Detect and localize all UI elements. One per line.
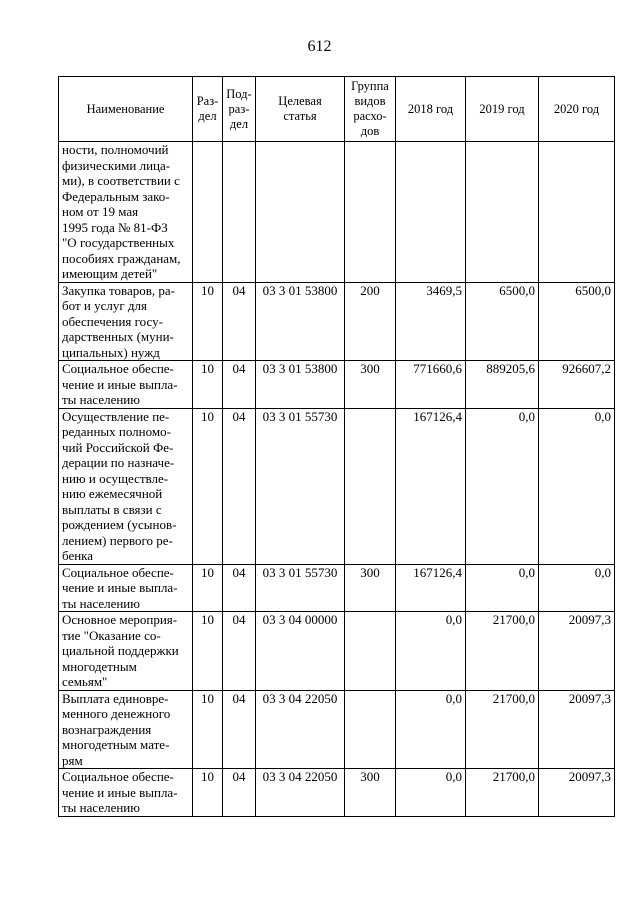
cell-name: Социальное обеспе- чение и иные выпла- ты населению bbox=[59, 361, 193, 409]
cell-2020 bbox=[539, 142, 615, 283]
cell-2019: 21700,0 bbox=[466, 690, 539, 769]
cell-target: 03 3 04 00000 bbox=[256, 612, 345, 691]
cell-razdel: 10 bbox=[193, 612, 223, 691]
cell-2018: 167126,4 bbox=[396, 408, 466, 564]
cell-group bbox=[345, 690, 396, 769]
cell-razdel: 10 bbox=[193, 564, 223, 612]
cell-name: ности, полномочий физическими лица- ми), в соответствии с Федеральным зако- ном от 19 мая 1995 года № 81-ФЗ "О государственных пособиях гражданам, имеющим детей" bbox=[59, 142, 193, 283]
cell-2020: 20097,3 bbox=[539, 690, 615, 769]
header-podrazdel: Под- раз- дел bbox=[223, 77, 256, 142]
cell-razdel: 10 bbox=[193, 769, 223, 817]
cell-podrazdel bbox=[223, 142, 256, 283]
table-body bbox=[59, 142, 615, 817]
cell-group: 300 bbox=[345, 361, 396, 409]
cell-podrazdel: 04 bbox=[223, 282, 256, 361]
cell-podrazdel: 04 bbox=[223, 612, 256, 691]
cell-podrazdel: 04 bbox=[223, 769, 256, 817]
table-row bbox=[59, 282, 615, 361]
cell-group: 300 bbox=[345, 564, 396, 612]
cell-2018: 771660,6 bbox=[396, 361, 466, 409]
cell-2019: 0,0 bbox=[466, 408, 539, 564]
header-row bbox=[59, 77, 615, 142]
cell-2020: 0,0 bbox=[539, 564, 615, 612]
cell-2019: 0,0 bbox=[466, 564, 539, 612]
cell-target bbox=[256, 142, 345, 283]
table-row bbox=[59, 612, 615, 691]
header-razdel: Раз- дел bbox=[193, 77, 223, 142]
cell-razdel: 10 bbox=[193, 408, 223, 564]
header-2020: 2020 год bbox=[539, 77, 615, 142]
cell-group bbox=[345, 612, 396, 691]
table-row bbox=[59, 142, 615, 283]
table-row bbox=[59, 564, 615, 612]
cell-2020: 20097,3 bbox=[539, 769, 615, 817]
header-name: Наименование bbox=[59, 77, 193, 142]
cell-2020: 0,0 bbox=[539, 408, 615, 564]
cell-group: 200 bbox=[345, 282, 396, 361]
cell-razdel: 10 bbox=[193, 690, 223, 769]
cell-podrazdel: 04 bbox=[223, 690, 256, 769]
cell-target: 03 3 04 22050 bbox=[256, 769, 345, 817]
cell-target: 03 3 01 55730 bbox=[256, 408, 345, 564]
cell-razdel: 10 bbox=[193, 282, 223, 361]
cell-razdel bbox=[193, 142, 223, 283]
table-row bbox=[59, 361, 615, 409]
cell-2019 bbox=[466, 142, 539, 283]
cell-target: 03 3 04 22050 bbox=[256, 690, 345, 769]
cell-razdel: 10 bbox=[193, 361, 223, 409]
cell-name: Социальное обеспе- чение и иные выпла- ты населению bbox=[59, 769, 193, 817]
cell-name: Социальное обеспе- чение и иные выпла- ты населению bbox=[59, 564, 193, 612]
cell-2020: 6500,0 bbox=[539, 282, 615, 361]
cell-2019: 21700,0 bbox=[466, 769, 539, 817]
cell-2019: 889205,6 bbox=[466, 361, 539, 409]
cell-name: Выплата единовре- менного денежного вознаграждения многодетным мате- рям bbox=[59, 690, 193, 769]
cell-2018: 0,0 bbox=[396, 690, 466, 769]
table-row bbox=[59, 690, 615, 769]
cell-2020: 20097,3 bbox=[539, 612, 615, 691]
cell-2018: 167126,4 bbox=[396, 564, 466, 612]
cell-group bbox=[345, 142, 396, 283]
cell-group: 300 bbox=[345, 769, 396, 817]
cell-target: 03 3 01 55730 bbox=[256, 564, 345, 612]
budget-table bbox=[58, 76, 615, 817]
page-number: 612 bbox=[307, 38, 332, 55]
cell-group bbox=[345, 408, 396, 564]
cell-2018: 0,0 bbox=[396, 612, 466, 691]
cell-target: 03 3 01 53800 bbox=[256, 361, 345, 409]
cell-2018: 0,0 bbox=[396, 769, 466, 817]
cell-2018 bbox=[396, 142, 466, 283]
table-row bbox=[59, 408, 615, 564]
cell-2018: 3469,5 bbox=[396, 282, 466, 361]
cell-podrazdel: 04 bbox=[223, 564, 256, 612]
cell-2020: 926607,2 bbox=[539, 361, 615, 409]
cell-name: Основное мероприя- тие "Оказание со- циальной поддержки многодетным семьям" bbox=[59, 612, 193, 691]
header-target: Целевая статья bbox=[256, 77, 345, 142]
cell-target: 03 3 01 53800 bbox=[256, 282, 345, 361]
table-row bbox=[59, 769, 615, 817]
cell-name: Осуществление пе- реданных полномо- чий Российской Фе- дерации по назначе- нию и осуществле- нию ежемесячной выплаты в связи с рождением (усынов- лением) первого ре- бенка bbox=[59, 408, 193, 564]
header-group: Группа видов расхо- дов bbox=[345, 77, 396, 142]
cell-name: Закупка товаров, ра- бот и услуг для обеспечения госу- дарственных (муни- ципальных) нужд bbox=[59, 282, 193, 361]
header-2019: 2019 год bbox=[466, 77, 539, 142]
cell-2019: 6500,0 bbox=[466, 282, 539, 361]
cell-2019: 21700,0 bbox=[466, 612, 539, 691]
cell-podrazdel: 04 bbox=[223, 408, 256, 564]
header-2018: 2018 год bbox=[396, 77, 466, 142]
cell-podrazdel: 04 bbox=[223, 361, 256, 409]
